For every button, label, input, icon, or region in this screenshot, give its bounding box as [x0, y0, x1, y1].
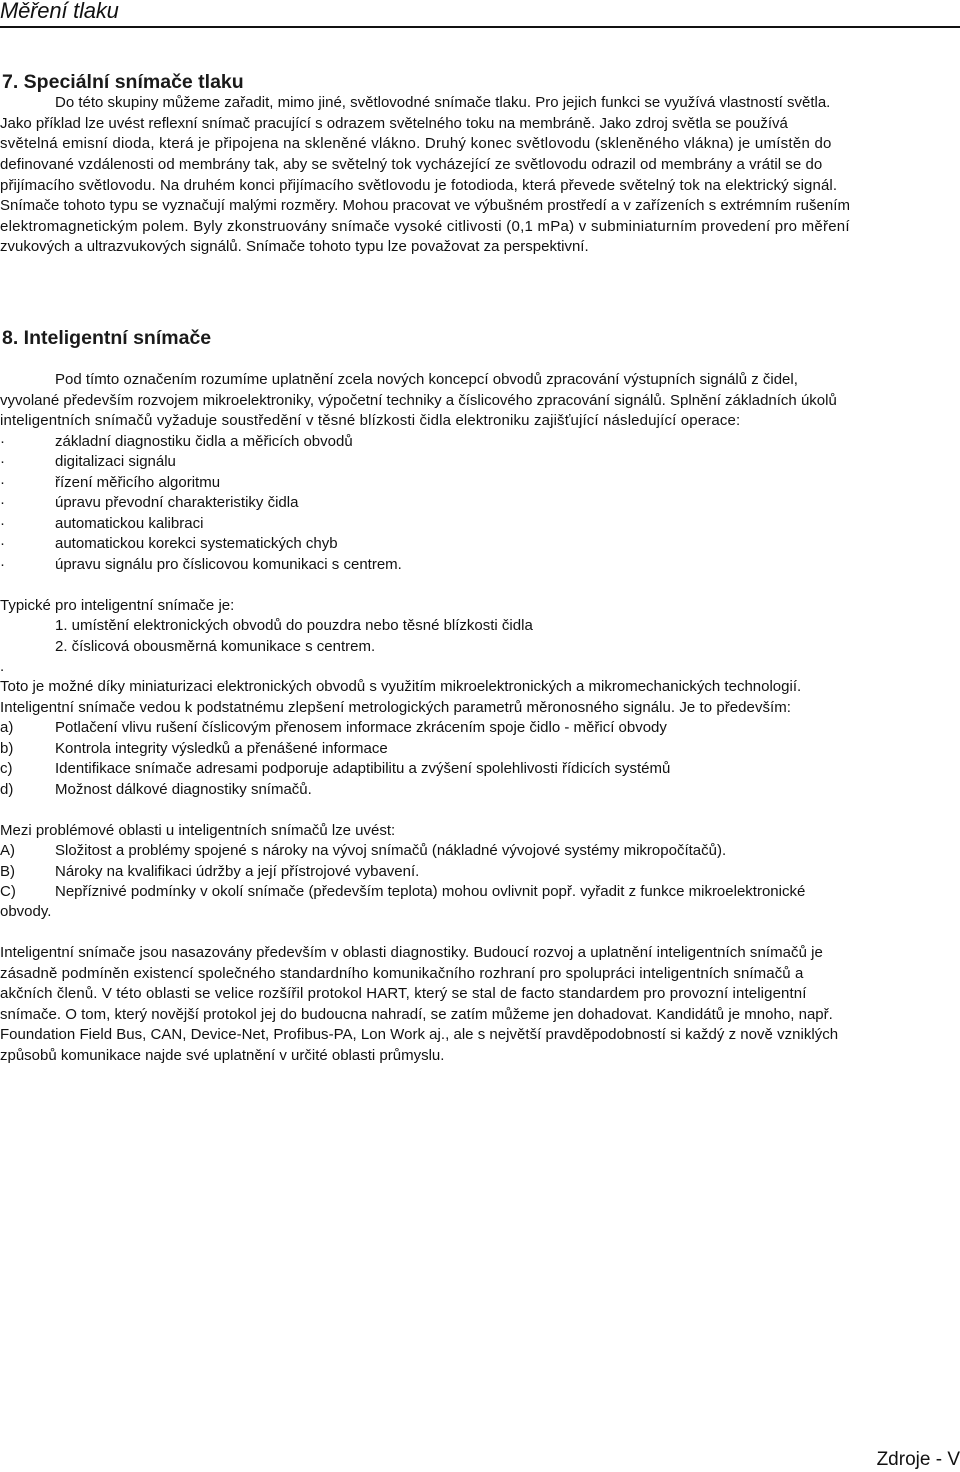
list-item [0, 452, 600, 472]
paragraph-line: snímače. O tom, který novější protokol jej do budoucna nahradí, se zatím můžeme jen dohadovat. Kandidátů je mnoho, např. [0, 1006, 833, 1023]
page-footer: Zdroje - V [876, 1449, 960, 1470]
paragraph-line: přijímacího světlovodu. Na druhém konci přijímacího světlovodu je fotodioda, která převede světelný tok na elektrický signál. [0, 177, 838, 194]
list-item-text: Složitost a problémy spojené s nároky na vývoj snímačů (nákladné vývojové systémy mikropočítačů). [55, 842, 727, 859]
paragraph-line: Do této skupiny můžeme zařadit, mimo jiné, světlovodné snímače tlaku. Pro jejich funkci se využívá vlastností světla. [55, 94, 831, 111]
bullet-mark: · [0, 556, 5, 573]
paragraph-line: zásadně podmíněn existencí společného standardního komunikačního rozhraní pro spolupráci inteligentních snímačů a [0, 965, 804, 982]
problems-intro: Mezi problémové oblasti u inteligentních snímačů lze uvést: [0, 822, 396, 839]
list-item-label: B) [0, 863, 15, 880]
list-item-text: Nároky na kvalifikaci údržby a její přístrojové vybavení. [55, 863, 420, 880]
dot-separator: . [0, 658, 5, 675]
page-title: Měření tlaku [0, 0, 119, 23]
section-8-heading: 8. Inteligentní snímače [2, 327, 212, 349]
list-item-text: úpravu signálu pro číslicovou komunikaci s centrem. [55, 556, 402, 573]
list-item [0, 493, 600, 513]
list-item [0, 555, 600, 575]
bullet-mark: · [0, 515, 5, 532]
bullet-mark: · [0, 433, 5, 450]
list-item [0, 514, 600, 534]
paragraph-line: Snímače tohoto typu se vyznačují malými rozměry. Mohou pracovat ve výbušném prostředí a v zařízeních s extrémním rušením [0, 197, 850, 214]
paragraph-line: vyvolané především rozvojem mikroelektroniky, výpočetní techniky a číslicového zpracování signálů. Splnění základních úkolů [0, 392, 837, 409]
list-item [0, 739, 900, 759]
list-item-label: C) [0, 883, 16, 900]
paragraph-line: Foundation Field Bus, CAN, Device-Net, Profibus-PA, Lon Work aj., ale s největší pravděpodobností si každý z nově vzniklých [0, 1026, 839, 1043]
bullet-mark: · [0, 535, 5, 552]
list-item [0, 432, 600, 452]
list-item [0, 473, 600, 493]
list-item-text: Nepříznivé podmínky v okolí snímače (především teplota) mohou ovlivnit popř. vyřadit z funkce mikroelektronické [55, 883, 806, 900]
list-item-label: a) [0, 719, 14, 736]
list-item-text: automatickou kalibraci [55, 515, 204, 532]
paragraph-line: způsobů komunikace najde své uplatnění v určité oblasti průmyslu. [0, 1047, 445, 1064]
list-item-text: Kontrola integrity výsledků a přenášené informace [55, 740, 388, 757]
paragraph-line: definované vzdálenosti od membrány tak, aby se světelný tok vycházející ze světlovodu odrazil od membrány a vrátil se do [0, 156, 823, 173]
list-item-text: Možnost dálkové diagnostiky snímačů. [55, 781, 312, 798]
header-divider [0, 26, 960, 28]
typical-intro: Typické pro inteligentní snímače je: [0, 597, 235, 614]
list-item-label: A) [0, 842, 15, 859]
list-item [0, 862, 900, 882]
bullet-mark: · [0, 474, 5, 491]
paragraph-line: světelná emisní dioda, která je připojena na skleněné vlákno. Druhý konec světlovodu (skleněného vlákna) je umístěn do [0, 135, 832, 152]
list-item-text: úpravu převodní charakteristiky čidla [55, 494, 299, 511]
list-item-text: základní diagnostiku čidla a měřicích obvodů [55, 433, 353, 450]
list-item-continuation: obvody. [0, 903, 52, 920]
list-item-label: d) [0, 781, 14, 798]
list-item-label: c) [0, 760, 13, 777]
paragraph-line: Jako příklad lze uvést reflexní snímač pracující s odrazem světelného toku na membráně. Jako zdroj světla se používá [0, 115, 788, 132]
list-item-label: b) [0, 740, 14, 757]
list-item [0, 780, 900, 800]
bullet-mark: · [0, 494, 5, 511]
paragraph-line: Pod tímto označením rozumíme uplatnění zcela nových koncepcí obvodů zpracování výstupních signálů z čidel, [55, 371, 798, 388]
list-item-text: Identifikace snímače adresami podporuje adaptibilitu a zvýšení spolehlivosti řídicích systémů [55, 760, 671, 777]
paragraph-line: elektromagnetickým polem. Byly zkonstruovány snímače vysoké citlivosti (0,1 mPa) v subminiaturním provedení pro měření [0, 218, 850, 235]
list-item [0, 882, 910, 902]
paragraph-line: Inteligentní snímače vedou k podstatnému zlepšení metrologických parametrů měronosného signálu. Je to především: [0, 699, 792, 716]
list-item [0, 841, 900, 861]
list-item-text: Potlačení vlivu rušení číslicovým přenosem informace zkrácením spoje čidlo - měřicí obvody [55, 719, 667, 736]
list-item-text: řízení měřicího algoritmu [55, 474, 221, 491]
list-item [0, 759, 900, 779]
section-7-heading: 7. Speciální snímače tlaku [2, 71, 244, 93]
list-item [0, 534, 600, 554]
bullet-mark: · [0, 453, 5, 470]
paragraph-line: zvukových a ultrazvukových signálů. Snímače tohoto typu lze považovat za perspektivní. [0, 238, 589, 255]
paragraph-line: Toto je možné díky miniaturizaci elektronických obvodů s využitím mikroelektronických a mikromechanických technologií. [0, 678, 802, 695]
list-item: 1. umístění elektronických obvodů do pouzdra nebo těsné blízkosti čidla [55, 617, 533, 634]
list-item: 2. číslicová obousměrná komunikace s centrem. [55, 638, 376, 655]
paragraph-line: akčních členů. V této oblasti se velice rozšířil protokol HART, který se stal de facto standardem pro provozní inteligentní [0, 985, 807, 1002]
paragraph-line: inteligentních snímačů vyžaduje soustředění v těsné blízkosti čidla elektroniku zajišťující následující operace: [0, 412, 741, 429]
list-item-text: automatickou korekci systematických chyb [55, 535, 338, 552]
list-item-text: digitalizaci signálu [55, 453, 176, 470]
paragraph-line: Inteligentní snímače jsou nasazovány především v oblasti diagnostiky. Budoucí rozvoj a uplatnění inteligentních snímačů je [0, 944, 823, 961]
list-item [0, 718, 900, 738]
